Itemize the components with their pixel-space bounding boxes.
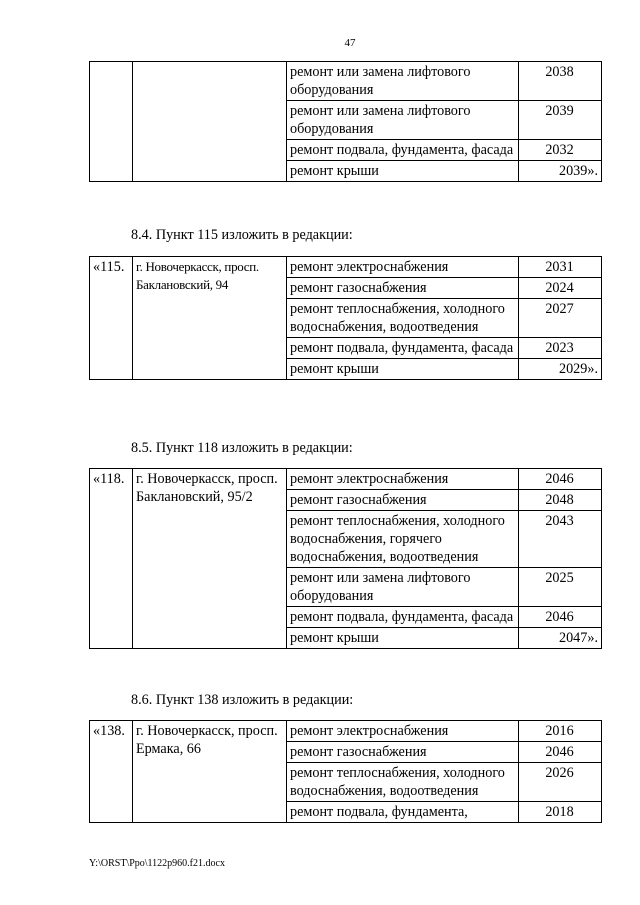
number-cell: «138. bbox=[90, 721, 133, 823]
amendment-paragraph: 8.5. Пункт 118 изложить в редакции: bbox=[131, 440, 353, 456]
address-cell: г. Новочеркасск, просп. Ермака, 66 bbox=[133, 721, 287, 823]
work-cell: ремонт газоснабжения bbox=[287, 742, 519, 763]
footer-file-path: Y:\ORST\Ppo\1122p960.f21.docx bbox=[89, 858, 225, 869]
year-cell: 2031 bbox=[519, 257, 602, 278]
work-cell: ремонт электроснабжения bbox=[287, 257, 519, 278]
year-cell: 2046 bbox=[519, 742, 602, 763]
work-cell: ремонт теплоснабжения, холодного водоснабжения, водоотведения bbox=[287, 763, 519, 802]
work-cell: ремонт или замена лифтового оборудования bbox=[287, 101, 519, 140]
year-cell: 2048 bbox=[519, 490, 602, 511]
year-cell: 2032 bbox=[519, 140, 602, 161]
work-cell: ремонт теплоснабжения, холодного водоснабжения, водоотведения bbox=[287, 299, 519, 338]
address-cell: г. Новочеркасск, просп. Баклановский, 95/2 bbox=[133, 469, 287, 649]
number-cell: «118. bbox=[90, 469, 133, 649]
amendment-paragraph: 8.6. Пункт 138 изложить в редакции: bbox=[131, 692, 354, 708]
year-cell: 2023 bbox=[519, 338, 602, 359]
work-cell: ремонт газоснабжения bbox=[287, 490, 519, 511]
work-cell: ремонт подвала, фундамента, фасада bbox=[287, 140, 519, 161]
table-continuation bbox=[89, 61, 602, 182]
year-cell: 2025 bbox=[519, 568, 602, 607]
year-cell: 2043 bbox=[519, 511, 602, 568]
year-cell: 2026 bbox=[519, 763, 602, 802]
table-item-118 bbox=[89, 468, 602, 649]
year-cell: 2039 bbox=[519, 101, 602, 140]
work-cell: ремонт крыши bbox=[287, 628, 519, 649]
year-cell: 2016 bbox=[519, 721, 602, 742]
year-cell: 2029». bbox=[519, 359, 602, 380]
year-cell: 2039». bbox=[519, 161, 602, 182]
year-cell: 2046 bbox=[519, 607, 602, 628]
work-cell: ремонт электроснабжения bbox=[287, 721, 519, 742]
year-cell: 2046 bbox=[519, 469, 602, 490]
work-cell: ремонт подвала, фундамента, bbox=[287, 802, 519, 823]
table-row bbox=[90, 62, 602, 101]
work-cell: ремонт крыши bbox=[287, 359, 519, 380]
work-cell: ремонт подвала, фундамента, фасада bbox=[287, 607, 519, 628]
number-cell: «115. bbox=[90, 257, 133, 380]
year-cell: 2047». bbox=[519, 628, 602, 649]
work-cell: ремонт крыши bbox=[287, 161, 519, 182]
page-number: 47 bbox=[344, 37, 356, 49]
table-row bbox=[90, 721, 602, 742]
number-cell bbox=[90, 62, 133, 182]
work-cell: ремонт электроснабжения bbox=[287, 469, 519, 490]
work-cell: ремонт газоснабжения bbox=[287, 278, 519, 299]
work-cell: ремонт или замена лифтового оборудования bbox=[287, 568, 519, 607]
year-cell: 2018 bbox=[519, 802, 602, 823]
address-cell: г. Новочеркасск, просп. Баклановский, 94 bbox=[133, 257, 287, 380]
table-item-138 bbox=[89, 720, 602, 823]
address-cell bbox=[133, 62, 287, 182]
work-cell: ремонт подвала, фундамента, фасада bbox=[287, 338, 519, 359]
table-item-115 bbox=[89, 256, 602, 380]
work-cell: ремонт или замена лифтового оборудования bbox=[287, 62, 519, 101]
year-cell: 2027 bbox=[519, 299, 602, 338]
amendment-paragraph: 8.4. Пункт 115 изложить в редакции: bbox=[131, 227, 353, 243]
table-row bbox=[90, 469, 602, 490]
year-cell: 2024 bbox=[519, 278, 602, 299]
year-cell: 2038 bbox=[519, 62, 602, 101]
table-row bbox=[90, 257, 602, 278]
work-cell: ремонт теплоснабжения, холодного водоснабжения, горячего водоснабжения, водоотведения bbox=[287, 511, 519, 568]
